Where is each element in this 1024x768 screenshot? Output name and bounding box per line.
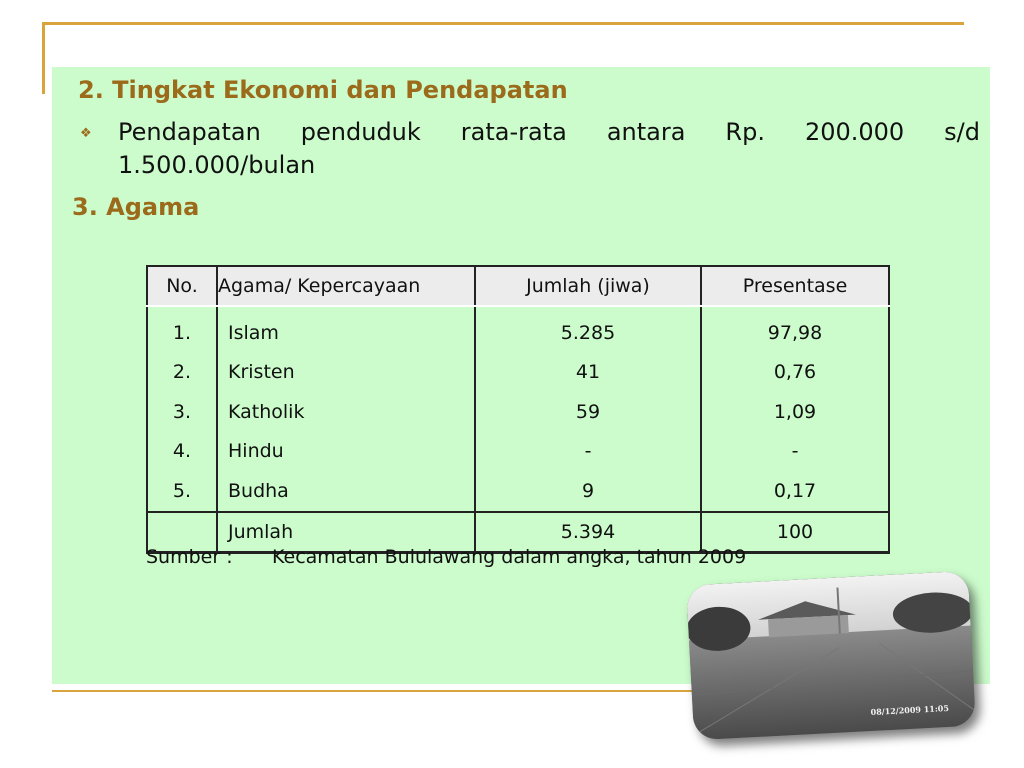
cell-no: 5.	[147, 471, 217, 512]
source-label: Sumber :	[146, 546, 233, 568]
diamond-bullet-icon: ❖	[80, 126, 92, 141]
frame-top-line	[42, 22, 964, 25]
cell-agama	[217, 471, 475, 512]
cell-no: 1.	[147, 306, 217, 353]
cell-agama	[217, 353, 475, 393]
section-heading-economy: 2. Tingkat Ekonomi dan Pendapatan	[78, 76, 568, 104]
cell-jumlah: 9	[475, 471, 701, 512]
cell-agama-text: Budha	[228, 479, 289, 502]
frame-left-line	[42, 22, 45, 94]
cell-jumlah: 59	[475, 392, 701, 432]
cell-agama-text: Katholik	[228, 400, 305, 423]
cell-agama	[217, 392, 475, 432]
cell-agama-text: Hindu	[228, 440, 284, 463]
cell-jumlah: -	[475, 432, 701, 472]
cell-persen: 1,09	[701, 392, 889, 432]
source-text: Kecamatan Bululawang dalam angka, tahun 2009	[272, 546, 747, 568]
total-persen: 100	[701, 512, 889, 553]
village-photo	[686, 571, 976, 741]
cell-persen: 97,98	[701, 306, 889, 353]
religion-table	[146, 265, 890, 554]
cell-no: 2.	[147, 353, 217, 393]
table-row	[147, 471, 889, 512]
cell-agama-text: Kristen	[228, 361, 295, 384]
cell-no: 3.	[147, 392, 217, 432]
photo-timestamp: 08/12/2009 11:05	[870, 702, 950, 717]
header-jumlah: Jumlah (jiwa)	[475, 266, 701, 306]
cell-persen: 0,76	[701, 353, 889, 393]
source-citation	[146, 546, 746, 568]
cell-agama	[217, 432, 475, 472]
table-header-row	[147, 266, 889, 306]
cell-agama	[217, 306, 475, 353]
section-heading-religion: 3. Agama	[72, 193, 200, 221]
income-paragraph: Pendapatan penduduk rata-rata antara Rp. 200.000 s/d 1.500.000/bulan	[118, 118, 980, 179]
header-presentase: Presentase	[701, 266, 889, 306]
cell-jumlah: 5.285	[475, 306, 701, 353]
total-label-text: Jumlah	[228, 520, 294, 543]
table-row	[147, 432, 889, 472]
table-row	[147, 353, 889, 393]
table-row	[147, 392, 889, 432]
cell-no: 4.	[147, 432, 217, 472]
cell-persen: -	[701, 432, 889, 472]
total-jumlah: 5.394	[475, 512, 701, 553]
cell-persen: 0,17	[701, 471, 889, 512]
header-no: No.	[147, 266, 217, 306]
cell-agama-text: Islam	[228, 321, 279, 344]
village-photo-image	[686, 571, 976, 741]
cell-jumlah: 41	[475, 353, 701, 393]
table-row	[147, 306, 889, 353]
header-agama: Agama/ Kepercayaan	[217, 266, 475, 306]
